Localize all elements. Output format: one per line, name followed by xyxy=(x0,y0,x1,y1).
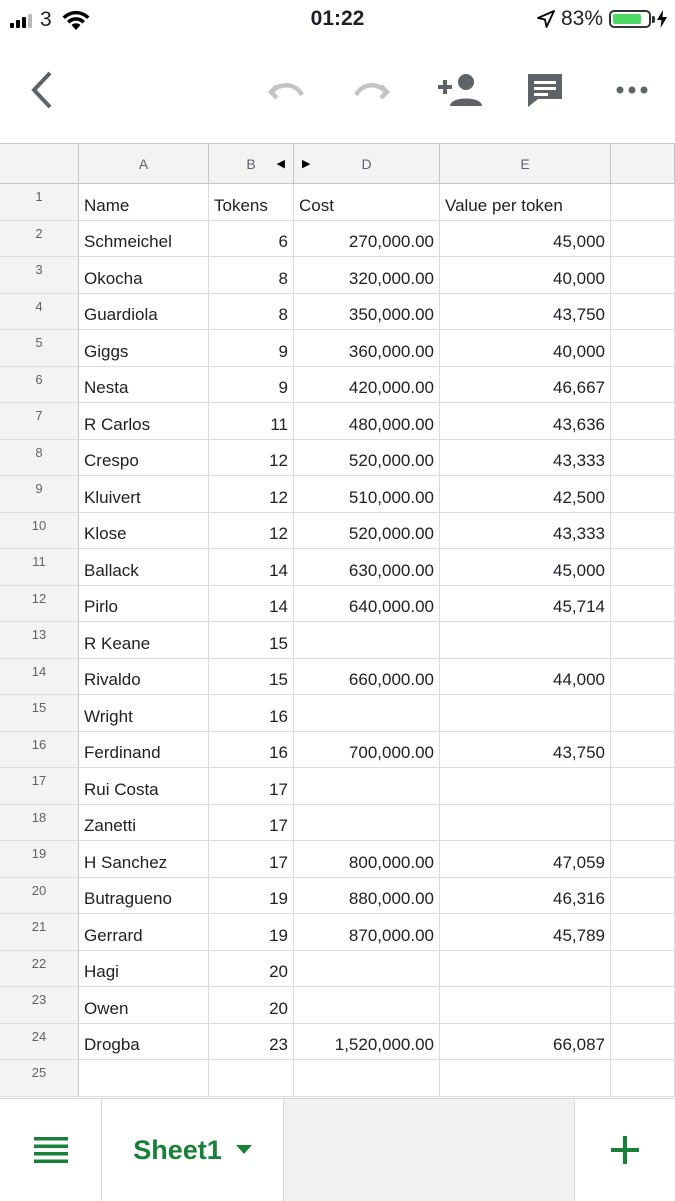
row-header[interactable]: 13 xyxy=(0,622,79,659)
table-row xyxy=(0,476,675,513)
cell-name[interactable]: Rivaldo xyxy=(79,659,209,696)
table-row xyxy=(0,1060,675,1097)
cell-tokens[interactable]: 11 xyxy=(209,403,294,440)
table-row xyxy=(0,768,675,805)
cell-empty[interactable] xyxy=(611,805,675,842)
cell-name[interactable]: Crespo xyxy=(79,440,209,477)
cell-value-per-token[interactable]: 43,750 xyxy=(440,294,611,331)
cell-tokens[interactable]: 8 xyxy=(209,294,294,331)
cell-name[interactable]: Ballack xyxy=(79,549,209,586)
row-header[interactable]: 24 xyxy=(0,1024,79,1061)
table-row xyxy=(0,586,675,623)
cell-value-per-token[interactable]: 43,333 xyxy=(440,440,611,477)
cell-name[interactable]: Wright xyxy=(79,695,209,732)
cell-tokens[interactable]: 17 xyxy=(209,768,294,805)
cell-tokens[interactable]: 12 xyxy=(209,440,294,477)
column-header-d[interactable] xyxy=(294,144,440,184)
cell-name[interactable]: Owen xyxy=(79,987,209,1024)
status-right xyxy=(537,7,667,31)
cell-name[interactable]: Gerrard xyxy=(79,914,209,951)
cell-tokens[interactable]: 19 xyxy=(209,878,294,915)
more-icon[interactable] xyxy=(607,65,657,115)
cell-value-per-token[interactable] xyxy=(440,622,611,659)
sheet-tab-label: Sheet1 xyxy=(133,1134,222,1165)
cell-name[interactable]: Butragueno xyxy=(79,878,209,915)
cell-cost[interactable] xyxy=(294,805,440,842)
charging-bolt-icon xyxy=(657,10,667,28)
table-row xyxy=(0,659,675,696)
cell-empty[interactable] xyxy=(611,987,675,1024)
cell-tokens[interactable]: 9 xyxy=(209,330,294,367)
cell-empty[interactable] xyxy=(611,513,675,550)
table-row xyxy=(0,987,675,1024)
cell-tokens[interactable]: 8 xyxy=(209,257,294,294)
cell-cost[interactable]: 360,000.00 xyxy=(294,330,440,367)
cell-empty[interactable] xyxy=(611,403,675,440)
back-icon[interactable] xyxy=(18,65,68,115)
cell-value-per-token[interactable]: 45,714 xyxy=(440,586,611,623)
row-header[interactable]: 15 xyxy=(0,695,79,732)
cell-cost[interactable]: 350,000.00 xyxy=(294,294,440,331)
cell-cost[interactable]: 480,000.00 xyxy=(294,403,440,440)
cell-empty[interactable] xyxy=(611,695,675,732)
cell-value-per-token[interactable] xyxy=(440,805,611,842)
cell-tokens[interactable]: 14 xyxy=(209,549,294,586)
cell-tokens[interactable]: 15 xyxy=(209,659,294,696)
cell-value-per-token[interactable]: 40,000 xyxy=(440,257,611,294)
header-cell-name[interactable]: Name xyxy=(79,184,209,221)
cell-empty[interactable] xyxy=(611,732,675,769)
row-header[interactable]: 11 xyxy=(0,549,79,586)
table-row xyxy=(0,330,675,367)
row-header[interactable]: 19 xyxy=(0,841,79,878)
row-header[interactable]: 23 xyxy=(0,987,79,1024)
cell-empty[interactable] xyxy=(611,367,675,404)
cell-name[interactable]: Hagi xyxy=(79,951,209,988)
cell-name[interactable]: Rui Costa xyxy=(79,768,209,805)
cell-name[interactable]: Klose xyxy=(79,513,209,550)
cell-name[interactable]: Kluivert xyxy=(79,476,209,513)
sheet-list-menu-icon[interactable] xyxy=(0,1099,102,1201)
add-sheet-icon[interactable] xyxy=(574,1099,675,1201)
cell-cost[interactable]: 320,000.00 xyxy=(294,257,440,294)
cell-cost[interactable]: 510,000.00 xyxy=(294,476,440,513)
battery-icon xyxy=(609,10,651,28)
cell-value-per-token[interactable] xyxy=(440,1060,611,1097)
row-header[interactable]: 14 xyxy=(0,659,79,696)
sheet-tab[interactable] xyxy=(102,1099,284,1201)
cell-tokens[interactable]: 17 xyxy=(209,841,294,878)
cell-empty[interactable] xyxy=(611,440,675,477)
cell-tokens[interactable]: 12 xyxy=(209,513,294,550)
cell-empty[interactable] xyxy=(611,622,675,659)
column-header-a[interactable]: A xyxy=(79,144,209,184)
cell-name[interactable]: R Carlos xyxy=(79,403,209,440)
row-header[interactable]: 9 xyxy=(0,476,79,513)
row-header[interactable]: 21 xyxy=(0,914,79,951)
row-header[interactable]: 5 xyxy=(0,330,79,367)
table-row xyxy=(0,1024,675,1061)
data-rows xyxy=(0,184,675,1097)
cell-value-per-token[interactable]: 43,636 xyxy=(440,403,611,440)
table-row xyxy=(0,878,675,915)
cell-empty[interactable] xyxy=(611,1024,675,1061)
select-all-corner[interactable] xyxy=(0,144,79,184)
cell-tokens[interactable]: 15 xyxy=(209,622,294,659)
table-row xyxy=(0,403,675,440)
cell-cost[interactable] xyxy=(294,768,440,805)
cell-tokens[interactable]: 19 xyxy=(209,914,294,951)
cell-empty[interactable] xyxy=(611,330,675,367)
column-header-f[interactable] xyxy=(611,144,675,184)
header-cell-value-per-token[interactable]: Value per token xyxy=(440,184,611,221)
row-header[interactable]: 25 xyxy=(0,1060,79,1097)
cell-name[interactable]: Nesta xyxy=(79,367,209,404)
row-header[interactable]: 1 xyxy=(0,184,79,221)
cell-value-per-token[interactable]: 43,750 xyxy=(440,732,611,769)
cell-tokens[interactable]: 16 xyxy=(209,695,294,732)
cell-empty[interactable] xyxy=(611,1060,675,1097)
cell-name[interactable]: Zanetti xyxy=(79,805,209,842)
cell-cost[interactable]: 1,520,000.00 xyxy=(294,1024,440,1061)
cell-tokens[interactable]: 14 xyxy=(209,586,294,623)
cell-name[interactable]: Schmeichel xyxy=(79,221,209,258)
cell-cost[interactable]: 660,000.00 xyxy=(294,659,440,696)
column-header-b[interactable] xyxy=(209,144,294,184)
cell-tokens[interactable]: 23 xyxy=(209,1024,294,1061)
cell-cost[interactable]: 800,000.00 xyxy=(294,841,440,878)
cell-empty[interactable] xyxy=(611,184,675,221)
cell-value-per-token[interactable]: 46,316 xyxy=(440,878,611,915)
cell-value-per-token[interactable] xyxy=(440,987,611,1024)
cell-value-per-token[interactable]: 66,087 xyxy=(440,1024,611,1061)
hidden-column-right-arrow-icon[interactable]: ▶ xyxy=(302,158,311,170)
carrier-label: 3 xyxy=(40,8,52,31)
cell-tokens[interactable]: 17 xyxy=(209,805,294,842)
row-header[interactable]: 10 xyxy=(0,513,79,550)
cell-value-per-token[interactable]: 44,000 xyxy=(440,659,611,696)
cell-empty[interactable] xyxy=(611,878,675,915)
cell-name[interactable]: R Keane xyxy=(79,622,209,659)
header-cell-tokens[interactable]: Tokens xyxy=(209,184,294,221)
cell-cost[interactable]: 640,000.00 xyxy=(294,586,440,623)
cell-cost[interactable]: 630,000.00 xyxy=(294,549,440,586)
cell-cost[interactable]: 880,000.00 xyxy=(294,878,440,915)
cell-value-per-token[interactable]: 45,000 xyxy=(440,221,611,258)
row-header[interactable]: 12 xyxy=(0,586,79,623)
hidden-column-left-arrow-icon[interactable]: ◀ xyxy=(276,158,285,170)
cell-tokens[interactable]: 12 xyxy=(209,476,294,513)
table-row xyxy=(0,367,675,404)
row-header[interactable]: 7 xyxy=(0,403,79,440)
cell-name[interactable]: Drogba xyxy=(79,1024,209,1061)
cell-name[interactable]: H Sanchez xyxy=(79,841,209,878)
bottom-bar xyxy=(0,1098,675,1201)
row-header[interactable]: 20 xyxy=(0,878,79,915)
comment-icon[interactable] xyxy=(520,65,570,115)
table-row xyxy=(0,695,675,732)
cell-cost[interactable] xyxy=(294,695,440,732)
row-header[interactable]: 4 xyxy=(0,294,79,331)
cell-empty[interactable] xyxy=(611,221,675,258)
column-header-row xyxy=(0,143,675,184)
column-header-e[interactable]: E xyxy=(440,144,611,184)
row-header[interactable]: 16 xyxy=(0,732,79,769)
undo-icon[interactable] xyxy=(261,65,311,115)
table-row xyxy=(0,732,675,769)
table-row xyxy=(0,221,675,258)
cell-value-per-token[interactable]: 43,333 xyxy=(440,513,611,550)
cell-cost[interactable]: 420,000.00 xyxy=(294,367,440,404)
table-row xyxy=(0,440,675,477)
cell-tokens[interactable]: 9 xyxy=(209,367,294,404)
cell-cost[interactable]: 270,000.00 xyxy=(294,221,440,258)
cell-value-per-token[interactable]: 45,789 xyxy=(440,914,611,951)
cell-cost[interactable] xyxy=(294,951,440,988)
sheet-tab-dropdown-icon[interactable] xyxy=(236,1145,252,1155)
spreadsheet-grid xyxy=(0,143,675,1097)
cell-value-per-token[interactable]: 45,000 xyxy=(440,549,611,586)
cell-name[interactable] xyxy=(79,1060,209,1097)
row-header[interactable]: 17 xyxy=(0,768,79,805)
row-header[interactable]: 6 xyxy=(0,367,79,404)
cell-name[interactable]: Pirlo xyxy=(79,586,209,623)
cell-cost[interactable] xyxy=(294,1060,440,1097)
table-row xyxy=(0,951,675,988)
cell-empty[interactable] xyxy=(611,586,675,623)
row-header[interactable]: 3 xyxy=(0,257,79,294)
cell-cost[interactable]: 700,000.00 xyxy=(294,732,440,769)
cell-empty[interactable] xyxy=(611,768,675,805)
table-row xyxy=(0,805,675,842)
battery-percent: 83% xyxy=(560,7,603,30)
header-cell-cost[interactable]: Cost xyxy=(294,184,440,221)
location-arrow-icon xyxy=(537,10,555,28)
cell-name[interactable]: Giggs xyxy=(79,330,209,367)
table-row xyxy=(0,513,675,550)
column-header-b-label: B xyxy=(246,155,256,172)
row-header[interactable]: 18 xyxy=(0,805,79,842)
cell-value-per-token[interactable] xyxy=(440,951,611,988)
table-row xyxy=(0,914,675,951)
column-header-d-label: D xyxy=(361,155,372,172)
row-header[interactable]: 22 xyxy=(0,951,79,988)
cell-value-per-token[interactable]: 47,059 xyxy=(440,841,611,878)
cell-empty[interactable] xyxy=(611,294,675,331)
table-row xyxy=(0,184,675,221)
cell-cost[interactable]: 870,000.00 xyxy=(294,914,440,951)
cell-value-per-token[interactable]: 46,667 xyxy=(440,367,611,404)
cell-value-per-token[interactable]: 42,500 xyxy=(440,476,611,513)
cell-tokens[interactable]: 6 xyxy=(209,221,294,258)
cell-cost[interactable]: 520,000.00 xyxy=(294,440,440,477)
redo-icon[interactable] xyxy=(347,65,397,115)
cell-cost[interactable]: 520,000.00 xyxy=(294,513,440,550)
cell-empty[interactable] xyxy=(611,257,675,294)
cell-empty[interactable] xyxy=(611,549,675,586)
table-row xyxy=(0,841,675,878)
cell-empty[interactable] xyxy=(611,659,675,696)
cell-name[interactable]: Guardiola xyxy=(79,294,209,331)
cell-empty[interactable] xyxy=(611,476,675,513)
cell-tokens[interactable]: 20 xyxy=(209,951,294,988)
cell-tokens[interactable] xyxy=(209,1060,294,1097)
add-person-icon[interactable] xyxy=(434,65,484,115)
cell-value-per-token[interactable] xyxy=(440,768,611,805)
clock: 01:22 xyxy=(310,7,365,30)
cell-empty[interactable] xyxy=(611,951,675,988)
cell-empty[interactable] xyxy=(611,914,675,951)
status-bar xyxy=(0,0,675,40)
table-row xyxy=(0,549,675,586)
cell-cost[interactable] xyxy=(294,622,440,659)
cell-value-per-token[interactable] xyxy=(440,695,611,732)
cell-name[interactable]: Okocha xyxy=(79,257,209,294)
cell-tokens[interactable]: 16 xyxy=(209,732,294,769)
table-row xyxy=(0,257,675,294)
table-row xyxy=(0,294,675,331)
cell-cost[interactable] xyxy=(294,987,440,1024)
cell-value-per-token[interactable]: 40,000 xyxy=(440,330,611,367)
cell-tokens[interactable]: 20 xyxy=(209,987,294,1024)
row-header[interactable]: 8 xyxy=(0,440,79,477)
row-header[interactable]: 2 xyxy=(0,221,79,258)
toolbar xyxy=(0,40,675,140)
cell-name[interactable]: Ferdinand xyxy=(79,732,209,769)
battery-level-fill xyxy=(613,14,641,24)
table-row xyxy=(0,622,675,659)
cell-empty[interactable] xyxy=(611,841,675,878)
